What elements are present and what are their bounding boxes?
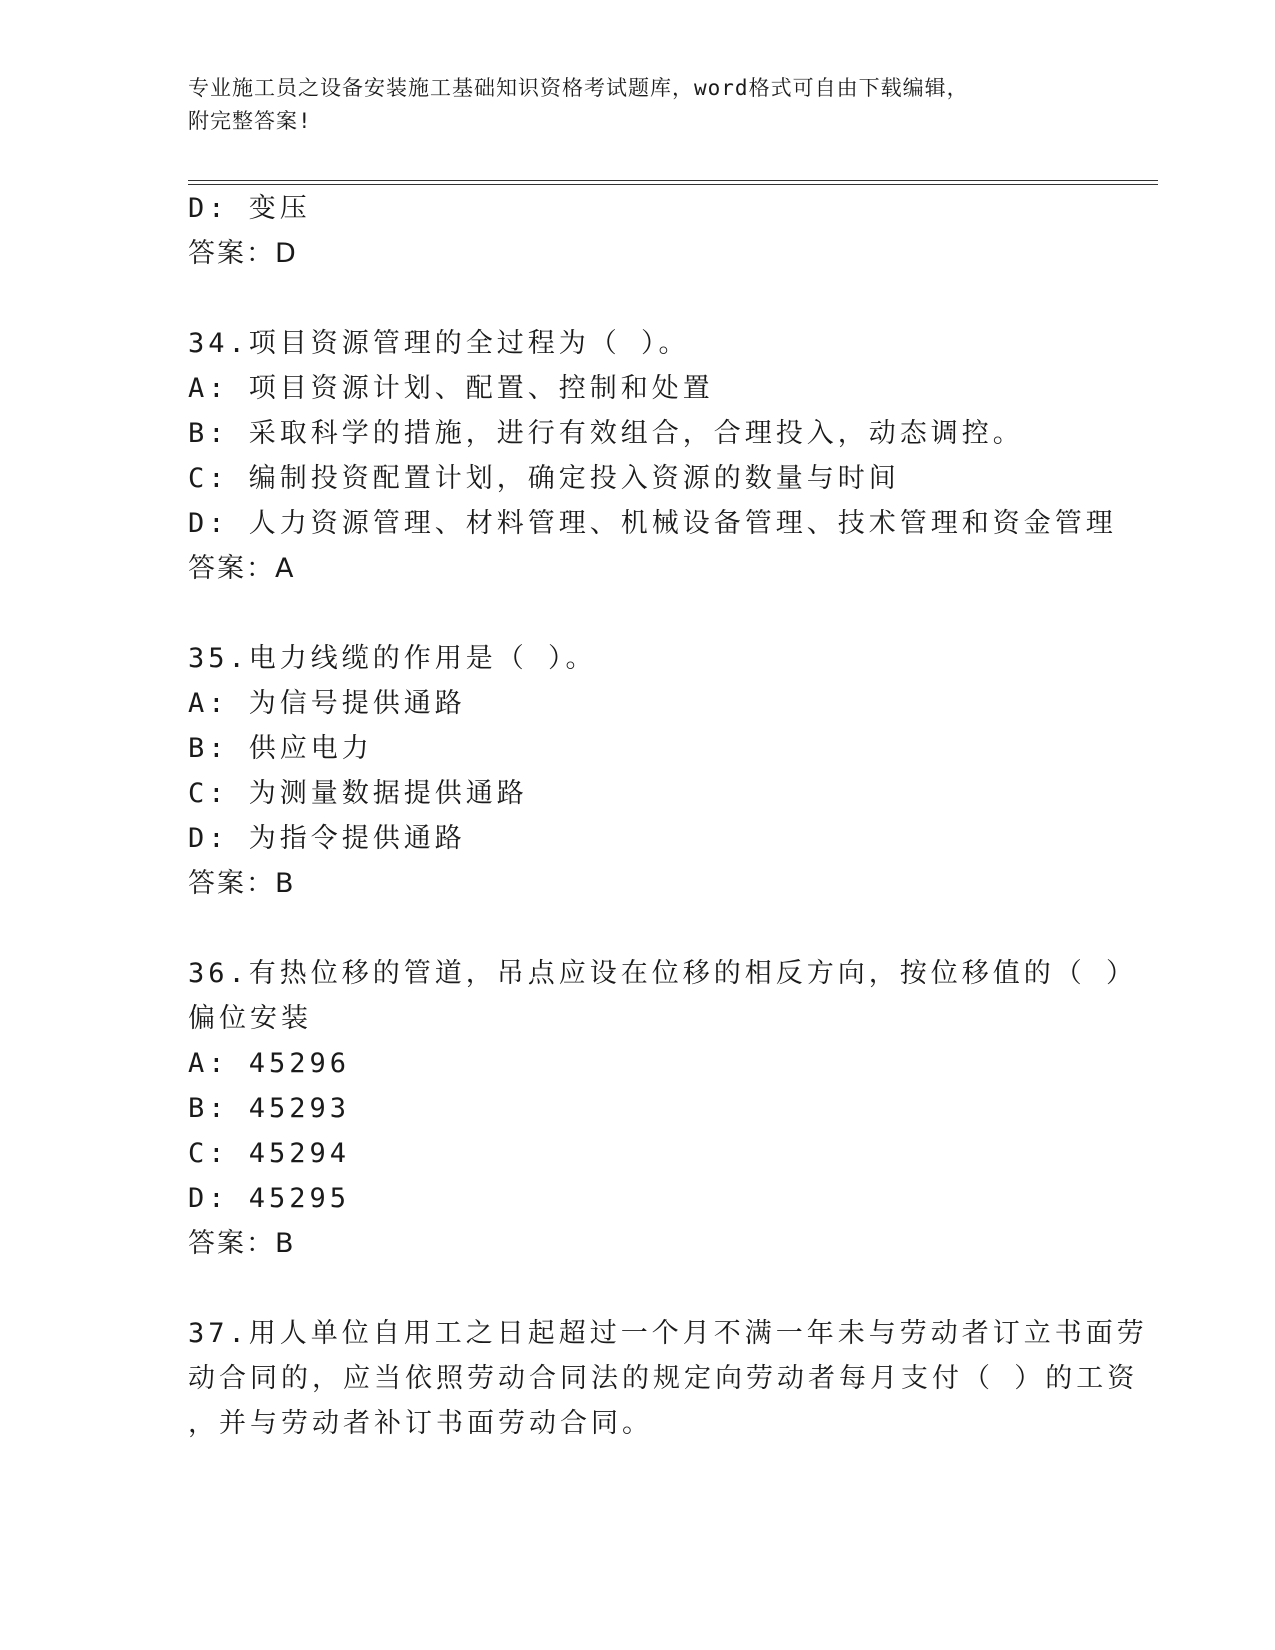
header-divider bbox=[188, 180, 1158, 185]
q34-option-c: C: 编制投资配置计划，确定投入资源的数量与时间 bbox=[188, 463, 900, 494]
q36-answer: 答案：B bbox=[188, 1228, 296, 1259]
q36-stem-line-2: 偏位安装 bbox=[188, 1003, 312, 1034]
q35-stem: 35.电力线缆的作用是（ ）。 bbox=[188, 643, 597, 674]
q34-option-b: B: 采取科学的措施，进行有效组合，合理投入，动态调控。 bbox=[188, 418, 1024, 449]
q37-stem-line-2: 动合同的，应当依照劳动合同法的规定向劳动者每月支付（ ）的工资 bbox=[188, 1363, 1139, 1394]
q36-option-a: A: 45296 bbox=[188, 1048, 351, 1079]
q33-option-d: D: 变压 bbox=[188, 193, 311, 224]
q36-stem-line-1: 36.有热位移的管道，吊点应设在位移的相反方向，按位移值的（ ） bbox=[188, 958, 1138, 989]
q35-answer: 答案：B bbox=[188, 868, 296, 899]
q34-option-a: A: 项目资源计划、配置、控制和处置 bbox=[188, 373, 714, 404]
q34-answer: 答案：A bbox=[188, 553, 296, 584]
q33-answer: 答案：D bbox=[188, 238, 298, 269]
q35-option-a: A: 为信号提供通路 bbox=[188, 688, 466, 719]
header-line-1: 专业施工员之设备安装施工基础知识资格考试题库，word格式可自由下载编辑， bbox=[188, 76, 969, 100]
q34-option-d: D: 人力资源管理、材料管理、机械设备管理、技术管理和资金管理 bbox=[188, 508, 1117, 539]
q34-stem: 34.项目资源管理的全过程为（ ）。 bbox=[188, 328, 690, 359]
header-line-2: 附完整答案! bbox=[188, 109, 312, 133]
document-header bbox=[188, 72, 1068, 138]
q36-option-d: D: 45295 bbox=[188, 1183, 351, 1214]
q35-option-c: C: 为测量数据提供通路 bbox=[188, 778, 528, 809]
q36-option-b: B: 45293 bbox=[188, 1093, 351, 1124]
q37-stem-line-3: ，并与劳动者补订书面劳动合同。 bbox=[188, 1408, 653, 1439]
q35-option-d: D: 为指令提供通路 bbox=[188, 823, 466, 854]
q36-option-c: C: 45294 bbox=[188, 1138, 351, 1169]
q35-option-b: B: 供应电力 bbox=[188, 733, 373, 764]
q37-stem-line-1: 37.用人单位自用工之日起超过一个月不满一年未与劳动者订立书面劳 bbox=[188, 1318, 1148, 1349]
